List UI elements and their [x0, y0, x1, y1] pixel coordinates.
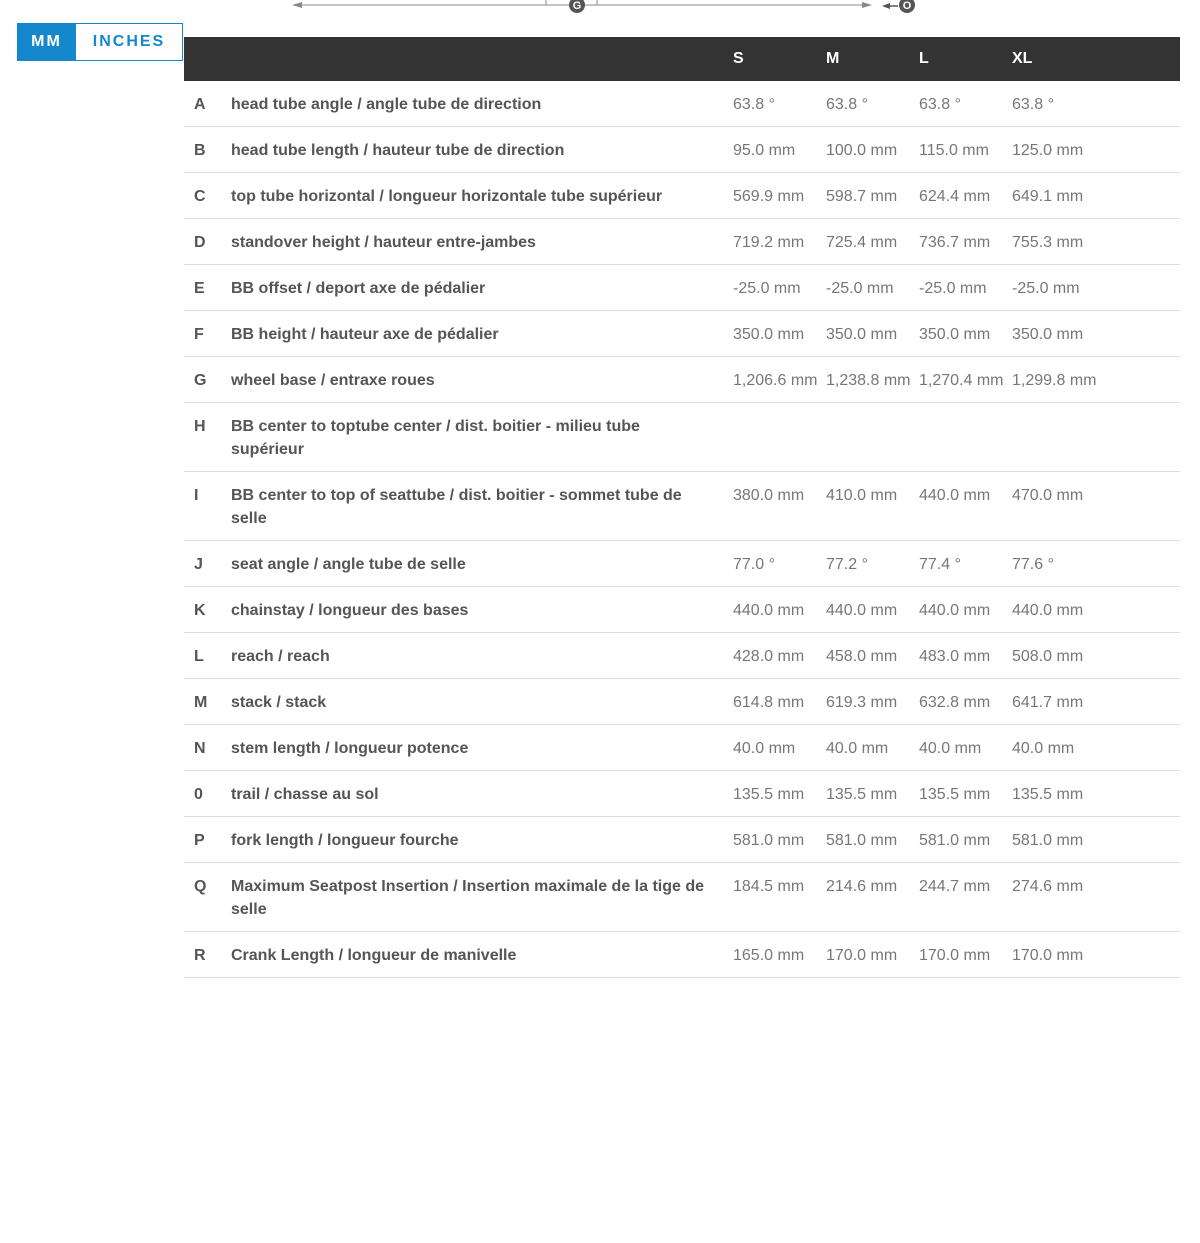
- row-letter: B: [184, 127, 231, 173]
- table-row: [184, 932, 1180, 978]
- row-label: BB center to top of seattube / dist. boitier - sommet tube de selle: [231, 472, 732, 541]
- row-value: 184.5 mm: [732, 863, 825, 932]
- row-value: 1,270.4 mm: [918, 357, 1011, 403]
- row-letter: R: [184, 932, 231, 978]
- row-letter: M: [184, 679, 231, 725]
- row-value: 581.0 mm: [918, 817, 1011, 863]
- row-label: head tube angle / angle tube de direction: [231, 81, 732, 127]
- row-value: -25.0 mm: [918, 265, 1011, 311]
- header-letter-cell: [184, 37, 231, 81]
- row-value: 641.7 mm: [1011, 679, 1180, 725]
- inches-unit-button[interactable]: INCHES: [76, 23, 183, 61]
- row-value: 508.0 mm: [1011, 633, 1180, 679]
- geometry-table-header: [184, 37, 1180, 81]
- row-value: 125.0 mm: [1011, 127, 1180, 173]
- row-value: 581.0 mm: [825, 817, 918, 863]
- row-label: fork length / longueur fourche: [231, 817, 732, 863]
- row-value: 350.0 mm: [732, 311, 825, 357]
- diagram-marker-o: [899, 0, 915, 13]
- row-value: 569.9 mm: [732, 173, 825, 219]
- row-value: 380.0 mm: [732, 472, 825, 541]
- row-value: 440.0 mm: [732, 587, 825, 633]
- row-value: 170.0 mm: [825, 932, 918, 978]
- table-row: [184, 357, 1180, 403]
- geometry-table-body: [184, 81, 1180, 978]
- table-row: [184, 173, 1180, 219]
- row-value: 470.0 mm: [1011, 472, 1180, 541]
- row-value: 458.0 mm: [825, 633, 918, 679]
- row-value: -25.0 mm: [732, 265, 825, 311]
- row-value: 244.7 mm: [918, 863, 1011, 932]
- row-label: wheel base / entraxe roues: [231, 357, 732, 403]
- row-value: -25.0 mm: [825, 265, 918, 311]
- row-letter: E: [184, 265, 231, 311]
- table-row: [184, 817, 1180, 863]
- row-value: 440.0 mm: [1011, 587, 1180, 633]
- row-letter: G: [184, 357, 231, 403]
- row-value: 624.4 mm: [918, 173, 1011, 219]
- table-row: [184, 219, 1180, 265]
- row-letter: J: [184, 541, 231, 587]
- row-value: 77.2 °: [825, 541, 918, 587]
- row-value: 440.0 mm: [918, 587, 1011, 633]
- row-value: 63.8 °: [1011, 81, 1180, 127]
- row-label: trail / chasse au sol: [231, 771, 732, 817]
- geometry-diagram-strip: [0, 0, 1200, 16]
- row-value: 1,238.8 mm: [825, 357, 918, 403]
- row-value: 274.6 mm: [1011, 863, 1180, 932]
- row-letter: A: [184, 81, 231, 127]
- row-value: 40.0 mm: [825, 725, 918, 771]
- row-value: 170.0 mm: [1011, 932, 1180, 978]
- row-label: stack / stack: [231, 679, 732, 725]
- row-value: 440.0 mm: [918, 472, 1011, 541]
- row-value: 440.0 mm: [825, 587, 918, 633]
- row-value: 40.0 mm: [732, 725, 825, 771]
- row-value: [825, 403, 918, 472]
- table-row: [184, 472, 1180, 541]
- table-row: [184, 311, 1180, 357]
- row-value: 755.3 mm: [1011, 219, 1180, 265]
- row-value: 649.1 mm: [1011, 173, 1180, 219]
- row-label: Crank Length / longueur de manivelle: [231, 932, 732, 978]
- row-value: 1,299.8 mm: [1011, 357, 1180, 403]
- row-value: [918, 403, 1011, 472]
- row-value: [1011, 403, 1180, 472]
- row-value: 350.0 mm: [918, 311, 1011, 357]
- row-label: head tube length / hauteur tube de direction: [231, 127, 732, 173]
- table-row: [184, 679, 1180, 725]
- row-letter: N: [184, 725, 231, 771]
- row-value: -25.0 mm: [1011, 265, 1180, 311]
- table-row: [184, 541, 1180, 587]
- diagram-marker-g-label: G: [572, 0, 582, 12]
- geometry-table: [184, 37, 1180, 978]
- row-value: 614.8 mm: [732, 679, 825, 725]
- row-letter: Q: [184, 863, 231, 932]
- row-value: 63.8 °: [918, 81, 1011, 127]
- row-value: 63.8 °: [732, 81, 825, 127]
- table-row: [184, 81, 1180, 127]
- row-letter: C: [184, 173, 231, 219]
- row-letter: F: [184, 311, 231, 357]
- row-label: stem length / longueur potence: [231, 725, 732, 771]
- row-letter: 0: [184, 771, 231, 817]
- row-value: 170.0 mm: [918, 932, 1011, 978]
- row-value: 77.4 °: [918, 541, 1011, 587]
- row-value: 719.2 mm: [732, 219, 825, 265]
- diagram-marker-g: [569, 0, 585, 13]
- row-value: [732, 403, 825, 472]
- row-letter: K: [184, 587, 231, 633]
- row-value: 100.0 mm: [825, 127, 918, 173]
- row-value: 214.6 mm: [825, 863, 918, 932]
- size-header-l: L: [919, 50, 929, 67]
- row-letter: I: [184, 472, 231, 541]
- row-label: BB center to toptube center / dist. boitier - milieu tube supérieur: [231, 403, 732, 472]
- header-row: [184, 37, 1180, 81]
- table-row: [184, 127, 1180, 173]
- row-value: 135.5 mm: [1011, 771, 1180, 817]
- row-value: 483.0 mm: [918, 633, 1011, 679]
- row-value: 135.5 mm: [825, 771, 918, 817]
- row-value: 95.0 mm: [732, 127, 825, 173]
- row-letter: D: [184, 219, 231, 265]
- table-row: [184, 633, 1180, 679]
- row-label: reach / reach: [231, 633, 732, 679]
- header-label-cell: [231, 37, 732, 81]
- unit-toggle: [17, 23, 183, 61]
- row-label: seat angle / angle tube de selle: [231, 541, 732, 587]
- row-value: 63.8 °: [825, 81, 918, 127]
- mm-unit-button[interactable]: MM: [17, 23, 76, 61]
- diagram-marker-o-label: O: [902, 0, 912, 12]
- row-label: chainstay / longueur des bases: [231, 587, 732, 633]
- table-row: [184, 725, 1180, 771]
- size-header-s: S: [733, 50, 744, 67]
- row-value: 350.0 mm: [1011, 311, 1180, 357]
- row-value: 410.0 mm: [825, 472, 918, 541]
- row-value: 1,206.6 mm: [732, 357, 825, 403]
- row-value: 632.8 mm: [918, 679, 1011, 725]
- row-value: 736.7 mm: [918, 219, 1011, 265]
- table-row: [184, 771, 1180, 817]
- row-value: 350.0 mm: [825, 311, 918, 357]
- row-value: 165.0 mm: [732, 932, 825, 978]
- row-value: 40.0 mm: [1011, 725, 1180, 771]
- row-value: 135.5 mm: [732, 771, 825, 817]
- row-label: BB offset / deport axe de pédalier: [231, 265, 732, 311]
- table-row: [184, 403, 1180, 472]
- row-value: 77.0 °: [732, 541, 825, 587]
- table-row: [184, 265, 1180, 311]
- row-label: standover height / hauteur entre-jambes: [231, 219, 732, 265]
- row-value: 135.5 mm: [918, 771, 1011, 817]
- row-value: 581.0 mm: [732, 817, 825, 863]
- row-letter: L: [184, 633, 231, 679]
- row-value: 598.7 mm: [825, 173, 918, 219]
- row-label: top tube horizontal / longueur horizontale tube supérieur: [231, 173, 732, 219]
- row-value: 581.0 mm: [1011, 817, 1180, 863]
- row-value: 115.0 mm: [918, 127, 1011, 173]
- row-value: 725.4 mm: [825, 219, 918, 265]
- table-row: [184, 587, 1180, 633]
- row-label: Maximum Seatpost Insertion / Insertion maximale de la tige de selle: [231, 863, 732, 932]
- row-value: 40.0 mm: [918, 725, 1011, 771]
- row-value: 619.3 mm: [825, 679, 918, 725]
- row-value: 77.6 °: [1011, 541, 1180, 587]
- size-header-m: M: [826, 50, 840, 67]
- size-header-xl: XL: [1012, 50, 1033, 67]
- row-letter: P: [184, 817, 231, 863]
- row-value: 428.0 mm: [732, 633, 825, 679]
- row-letter: H: [184, 403, 231, 472]
- table-row: [184, 863, 1180, 932]
- row-label: BB height / hauteur axe de pédalier: [231, 311, 732, 357]
